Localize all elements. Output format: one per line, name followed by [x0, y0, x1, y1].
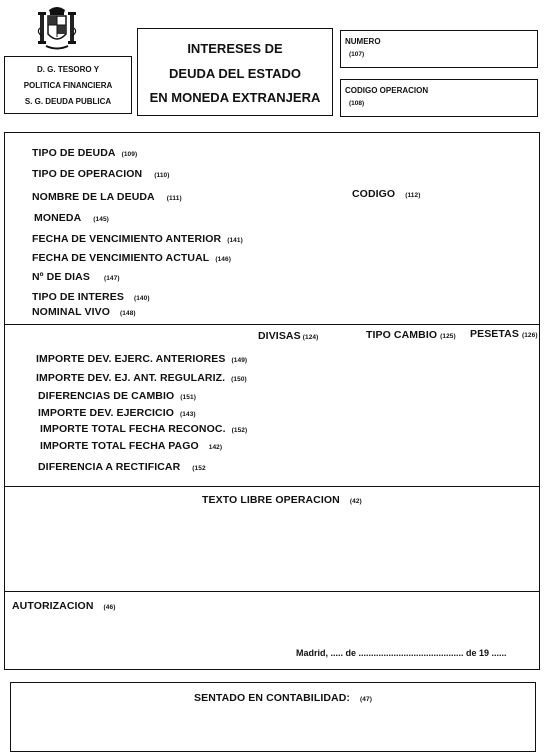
- field-importe-dev-ej-ant-regulariz[interactable]: [36, 372, 247, 384]
- field-code: (146): [215, 256, 232, 263]
- field-moneda[interactable]: [34, 212, 109, 224]
- field-code: (112): [405, 192, 421, 199]
- field-diferencia-a-rectificar[interactable]: [38, 461, 206, 473]
- section-divider-1: [4, 324, 540, 325]
- field-label: SENTADO EN CONTABILIDAD:: [194, 692, 351, 704]
- field-code: (151): [180, 394, 196, 401]
- date-line[interactable]: Madrid, ..... de .......................................... de 19 ......: [296, 648, 507, 658]
- field-code: (141): [227, 237, 243, 244]
- field-tipo-de-interes[interactable]: [32, 291, 150, 303]
- field-sentado-en-contabilidad[interactable]: [194, 692, 372, 704]
- field-code: (109): [121, 151, 138, 158]
- codigo-operacion-label: CODIGO OPERACION: [345, 86, 429, 95]
- column-code: (125): [440, 333, 456, 340]
- field-diferencias-de-cambio[interactable]: [38, 390, 196, 402]
- field-autorizacion[interactable]: [12, 600, 115, 612]
- field-label: TIPO DE INTERES: [32, 291, 124, 303]
- field-code: (143): [180, 411, 196, 418]
- field-label: IMPORTE TOTAL FECHA RECONOC.: [40, 423, 226, 435]
- field-importe-total-fecha-reconoc[interactable]: [40, 423, 247, 435]
- field-code: (148): [120, 310, 136, 317]
- codigo-operacion-box[interactable]: [340, 79, 538, 117]
- field-label: AUTORIZACION: [12, 600, 94, 612]
- field-code: (149): [231, 357, 248, 364]
- field-fecha-vencimiento-actual[interactable]: [32, 252, 231, 264]
- field-label: NOMINAL VIVO: [32, 306, 111, 318]
- title-line-1: INTERESES DE: [187, 41, 283, 56]
- codigo-operacion-code: (108): [349, 100, 365, 107]
- field-label: TIPO DE DEUDA: [32, 147, 116, 159]
- field-tipo-de-deuda[interactable]: [32, 147, 137, 159]
- field-label: TEXTO LIBRE OPERACION: [202, 494, 340, 506]
- column-tipo-cambio: [366, 329, 456, 341]
- field-label: FECHA DE VENCIMIENTO ACTUAL: [32, 252, 210, 264]
- field-importe-total-fecha-pago[interactable]: [40, 440, 222, 452]
- field-label: IMPORTE DEV. EJ. ANT. REGULARIZ.: [36, 372, 226, 384]
- field-tipo-de-operacion[interactable]: [32, 168, 170, 180]
- field-code: (145): [93, 216, 109, 223]
- field-fecha-vencimiento-anterior[interactable]: [32, 233, 243, 245]
- column-code: (126): [521, 332, 538, 339]
- field-label: DIFERENCIA A RECTIFICAR: [38, 461, 181, 473]
- field-codigo[interactable]: [352, 188, 421, 200]
- field-code: (147): [103, 275, 120, 282]
- field-code: (47): [360, 696, 372, 703]
- org-line-3: S. G. DEUDA PUBLICA: [24, 97, 112, 106]
- field-label: Nº DE DIAS: [32, 271, 90, 283]
- field-importe-dev-ejerc-anteriores[interactable]: [36, 353, 247, 365]
- field-importe-dev-ejercicio[interactable]: [38, 407, 196, 419]
- field-label: IMPORTE DEV. EJERCICIO: [38, 407, 175, 419]
- field-label: TIPO DE OPERACION: [32, 168, 143, 180]
- field-code: (110): [154, 172, 170, 179]
- title-box: [137, 28, 333, 116]
- title-line-3: EN MONEDA EXTRANJERA: [149, 90, 321, 105]
- section-divider-2: [4, 486, 540, 487]
- field-code: (42): [349, 498, 362, 505]
- field-label: CODIGO: [352, 188, 396, 200]
- field-code: (152): [231, 427, 248, 434]
- column-divisas: [258, 330, 318, 342]
- field-code: 142): [208, 444, 223, 451]
- column-label: TIPO CAMBIO: [366, 329, 438, 341]
- field-nombre-de-la-deuda[interactable]: [32, 191, 182, 203]
- sentado-en-contabilidad-box: [10, 682, 536, 752]
- field-label: NOMBRE DE LA DEUDA: [32, 191, 155, 203]
- numero-label: NUMERO: [345, 37, 381, 46]
- field-label: DIFERENCIAS DE CAMBIO: [38, 390, 175, 402]
- field-label: MONEDA: [34, 212, 82, 224]
- title-line-2: DEUDA DEL ESTADO: [169, 66, 301, 81]
- field-code: (152: [192, 465, 206, 472]
- field-texto-libre-operacion[interactable]: [202, 494, 362, 506]
- field-code: (111): [166, 195, 182, 202]
- column-label: PESETAS: [470, 328, 519, 340]
- column-label: DIVISAS: [258, 330, 301, 342]
- numero-box[interactable]: [340, 30, 538, 68]
- org-line-2: POLITICA FINANCIERA: [23, 81, 113, 90]
- org-line-1: D. G. TESORO Y: [36, 65, 100, 74]
- column-pesetas: [470, 328, 538, 340]
- column-code: (124): [302, 334, 319, 341]
- numero-code: (107): [349, 51, 365, 58]
- field-numero-de-dias[interactable]: [32, 271, 120, 283]
- field-code: (150): [231, 376, 247, 383]
- field-label: IMPORTE TOTAL FECHA PAGO: [40, 440, 199, 452]
- field-code: (46): [103, 604, 116, 611]
- section-divider-3: [4, 591, 540, 592]
- coat-of-arms-emblem: [36, 4, 78, 52]
- field-code: (140): [133, 295, 150, 302]
- field-nominal-vivo[interactable]: [32, 306, 136, 318]
- field-label: IMPORTE DEV. EJERC. ANTERIORES: [36, 353, 226, 365]
- field-label: FECHA DE VENCIMIENTO ANTERIOR: [32, 233, 222, 245]
- organization-box: [4, 56, 132, 114]
